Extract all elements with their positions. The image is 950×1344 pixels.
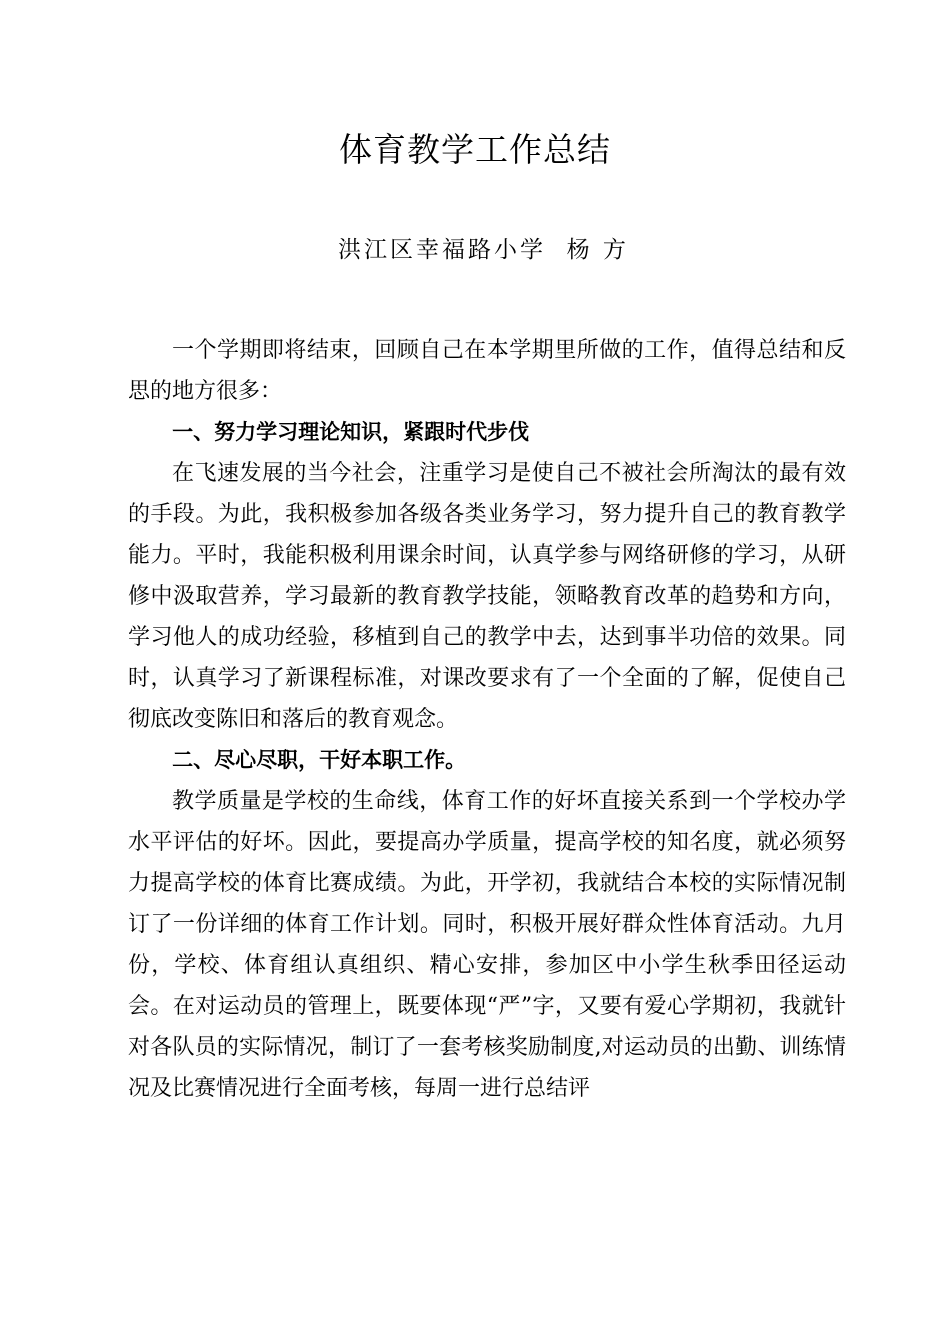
- document-body: [128, 330, 846, 1109]
- section-1-heading: 一、努力学习理论知识，紧跟时代步伐: [172, 420, 530, 444]
- section-1-paragraph: 在飞速发展的当今社会，注重学习是使自己不被社会所淘汰的最有效的手段。为此，我积极参加各级各类业务学习，努力提升自己的教育教学能力。平时，我能积极利用课余时间，认真学参与网络研修的学习，从研修中汲取营养，学习最新的教育教学技能，领略教育改革的趋势和方向，学习他人的成功经验，移植到自己的教学中去，达到事半功倍的效果。同时，认真学习了新课程标准，对课改要求有了一个全面的了解，促使自己彻底改变陈旧和落后的教育观念。: [128, 461, 846, 732]
- section-2-paragraph: 教学质量是学校的生命线，体育工作的好坏直接关系到一个学校办学水平评估的好坏。因此，要提高办学质量，提高学校的知名度，就必须努力提高学校的体育比赛成绩。为此，开学初，我就结合本校的实际情况制订了一份详细的体育工作计划。同时，积极开展好群众性体育活动。九月份，学校、体育组认真组织、精心安排，参加区中小学生秋季田径运动会。在对运动员的管理上，既要体现“严”字，又要有爱心学期初，我就针对各队员的实际情况，制订了一套考核奖励制度,对运动员的出勤、训练情况及比赛情况进行全面考核，每周一进行总结评: [128, 789, 846, 1101]
- intro-paragraph: 一个学期即将结束，回顾自己在本学期里所做的工作，值得总结和反思的地方很多：: [128, 338, 846, 404]
- author-byline: 洪江区幸福路小学 杨 方: [338, 237, 629, 263]
- document-title: 体育教学工作总结: [339, 130, 611, 169]
- section-2-heading: 二、尽心尽职，干好本职工作。: [172, 748, 467, 772]
